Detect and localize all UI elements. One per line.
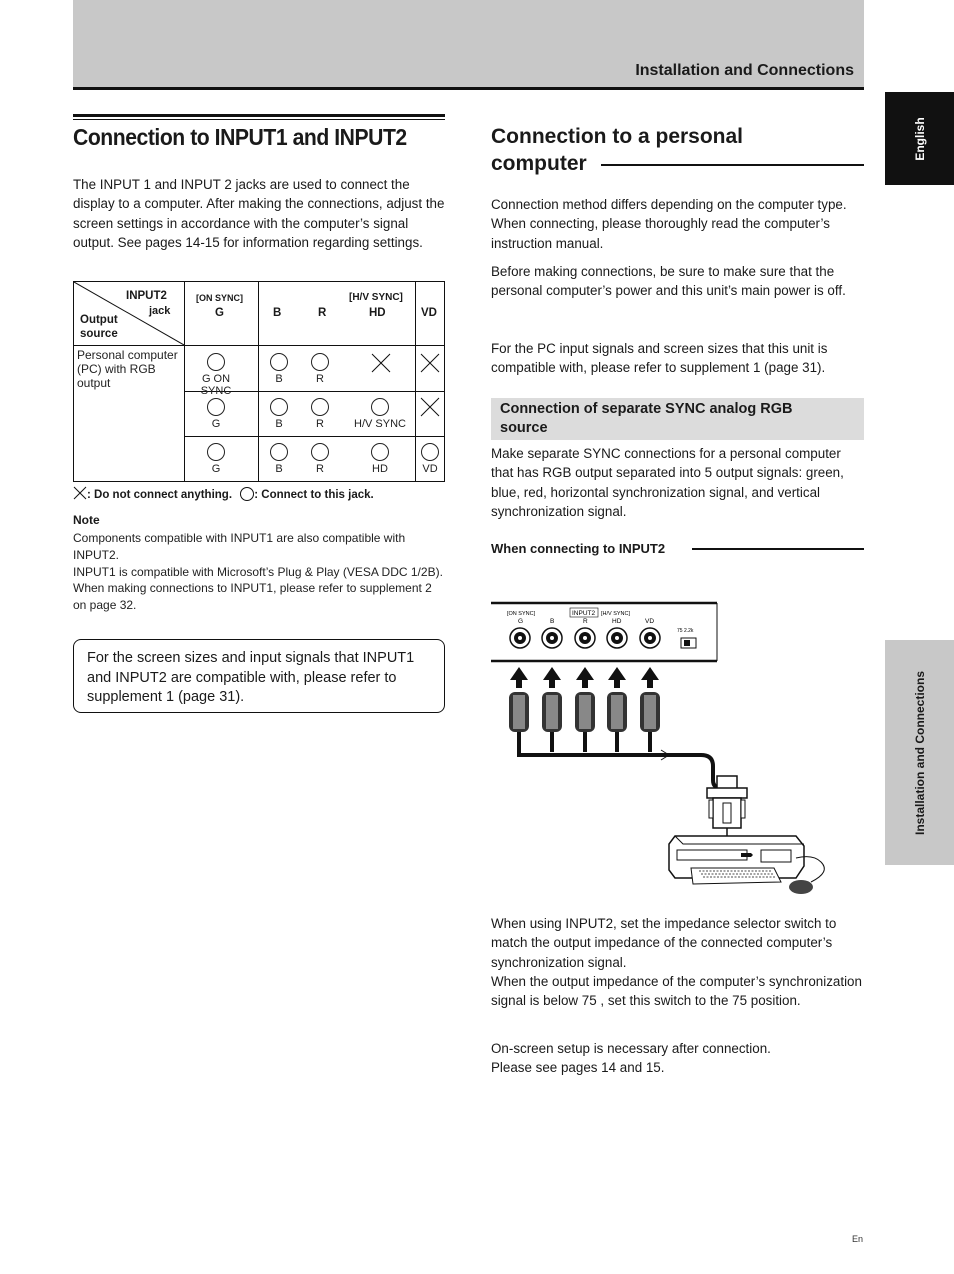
- paragraph: When using INPUT2, set the impedance selector switch to match the output impedance of the connected computer’s synchronization signal. When the output impedance of the computer’s synchronization signal is below 75 , set this switch to the 75 position.: [491, 916, 862, 1009]
- cell-label: H/V SYNC: [354, 418, 406, 430]
- paragraph: For the PC input signals and screen sizes that this unit is compatible with, please refer to supplement 1 (page 31).: [491, 341, 828, 376]
- col-header-r: R: [318, 307, 327, 319]
- cross-icon: [419, 352, 441, 374]
- cell-label: R: [316, 373, 324, 385]
- cell-label: VD: [422, 463, 438, 475]
- label-rule: [692, 548, 864, 550]
- cross-icon: [73, 486, 87, 500]
- header-rule: [73, 87, 864, 90]
- note-body: [73, 530, 445, 614]
- cell-label: R: [316, 463, 324, 475]
- section-tab[interactable]: [885, 640, 954, 865]
- legend-circle-text: : Connect to this jack.: [254, 489, 374, 501]
- heading-rule-thin: [73, 119, 445, 120]
- language-tab[interactable]: [885, 92, 954, 185]
- hv-sync-header: [H/V SYNC]: [349, 292, 403, 303]
- cross-icon: [370, 352, 392, 374]
- col-header-b: B: [273, 307, 282, 319]
- switch-label: 75 2.2k: [677, 628, 694, 634]
- connect-circle-icon: [270, 353, 288, 371]
- bnc-cables: [509, 667, 727, 788]
- table-legend: [73, 486, 374, 501]
- cell-label: B: [275, 463, 283, 475]
- paragraph: On-screen setup is necessary after connection. Please see pages 14 and 15.: [491, 1041, 771, 1076]
- connect-circle-icon: [421, 443, 439, 461]
- col-header-g: G: [215, 307, 224, 319]
- section-tab-label: Installation and Connections: [912, 670, 927, 835]
- subheading: Connection of separate SYNC analog RGB source: [500, 401, 793, 436]
- corner-output-label: Output source: [80, 314, 118, 340]
- section-title: Installation and Connections: [635, 62, 854, 79]
- connect-circle-icon: [270, 398, 288, 416]
- compatibility-table: [73, 281, 445, 482]
- circle-icon: [240, 487, 254, 501]
- cell-label: G: [211, 463, 221, 475]
- paragraph: Make separate SYNC connections for a personal computer that has RGB output separated into 5 output signals: green, blue, red, horizontal synchronization signal, and vertical synchronization signal.: [491, 446, 844, 519]
- note-line: When making connections to INPUT1, please refer to supplement 2 on page 32.: [73, 581, 432, 613]
- jack-label: HD: [612, 618, 622, 625]
- jack-icon: [607, 628, 627, 648]
- jack-label: B: [550, 618, 555, 625]
- cell-label: B: [275, 373, 283, 385]
- note-heading: Note: [73, 513, 100, 527]
- panel-label-hv-sync: [H/V SYNC]: [601, 611, 631, 617]
- connect-circle-icon: [311, 353, 329, 371]
- connection-diagram: [491, 600, 871, 900]
- connect-circle-icon: [371, 398, 389, 416]
- cell-label: HD: [372, 463, 388, 475]
- jack-icon: [575, 628, 595, 648]
- connect-circle-icon: [207, 398, 225, 416]
- cell-label: G ON SYNC: [200, 373, 232, 397]
- col-header-hd: HD: [369, 307, 386, 319]
- jack-icons: [510, 628, 660, 648]
- cell-label: G: [211, 418, 221, 430]
- connect-circle-icon: [311, 398, 329, 416]
- cross-icon: [419, 396, 441, 418]
- row-source-label: Personal computer (PC) with RGB output: [77, 348, 178, 390]
- jack-label: G: [518, 618, 524, 625]
- left-heading: Connection to INPUT1 and INPUT2: [73, 124, 407, 150]
- diagram-label: When connecting to INPUT2: [491, 541, 666, 556]
- jack-icon: [542, 628, 562, 648]
- legend-cross-text: : Do not connect anything.: [87, 489, 233, 501]
- cell-label: B: [275, 418, 283, 430]
- connect-circle-icon: [207, 353, 225, 371]
- right-heading: Connection to a personal computer: [491, 125, 744, 175]
- note-line: INPUT1 is compatible with Microsoft’s Plug & Play (VESA DDC 1/2B).: [73, 564, 443, 579]
- jack-label: R: [583, 618, 588, 625]
- page-language-code: En: [852, 1234, 864, 1244]
- connect-circle-icon: [270, 443, 288, 461]
- jack-label: VD: [645, 618, 655, 625]
- paragraph: Before making connections, be sure to make sure that the personal computer’s power and this unit’s main power is off.: [491, 264, 846, 299]
- heading-rule: [73, 114, 445, 117]
- panel-label-on-sync: [ON SYNC]: [507, 611, 536, 617]
- note-line: Components compatible with INPUT1 are also compatible with INPUT2.: [73, 531, 406, 562]
- connect-circle-icon: [311, 443, 329, 461]
- corner-input-label: INPUT2: [126, 290, 167, 302]
- col-header-vd: VD: [421, 307, 437, 319]
- computer-icon: [669, 836, 824, 894]
- info-box: For the screen sizes and input signals that INPUT1 and INPUT2 are compatible with, please refer to supplement 1 (page 31).: [73, 639, 445, 713]
- corner-jack-label: jack: [149, 305, 171, 317]
- left-intro-paragraph: The INPUT 1 and INPUT 2 jacks are used to connect the display to a computer. After making the connections, adjust the screen settings in accordance with the computer’s signal output. See pages 14-15 for information regarding settings.: [73, 177, 445, 250]
- connect-circle-icon: [207, 443, 225, 461]
- paragraph: Connection method differs depending on the computer type. When connecting, please thoroughly read the computer’s instruction manual.: [491, 197, 847, 251]
- cell-label: R: [316, 418, 324, 430]
- language-tab-label: English: [912, 116, 927, 161]
- jack-icon: [510, 628, 530, 648]
- on-sync-header: [ON SYNC]: [196, 293, 243, 303]
- panel-label-input2: INPUT2: [572, 610, 596, 617]
- heading-rule: [601, 164, 864, 166]
- jack-icon: [640, 628, 660, 648]
- connect-circle-icon: [371, 443, 389, 461]
